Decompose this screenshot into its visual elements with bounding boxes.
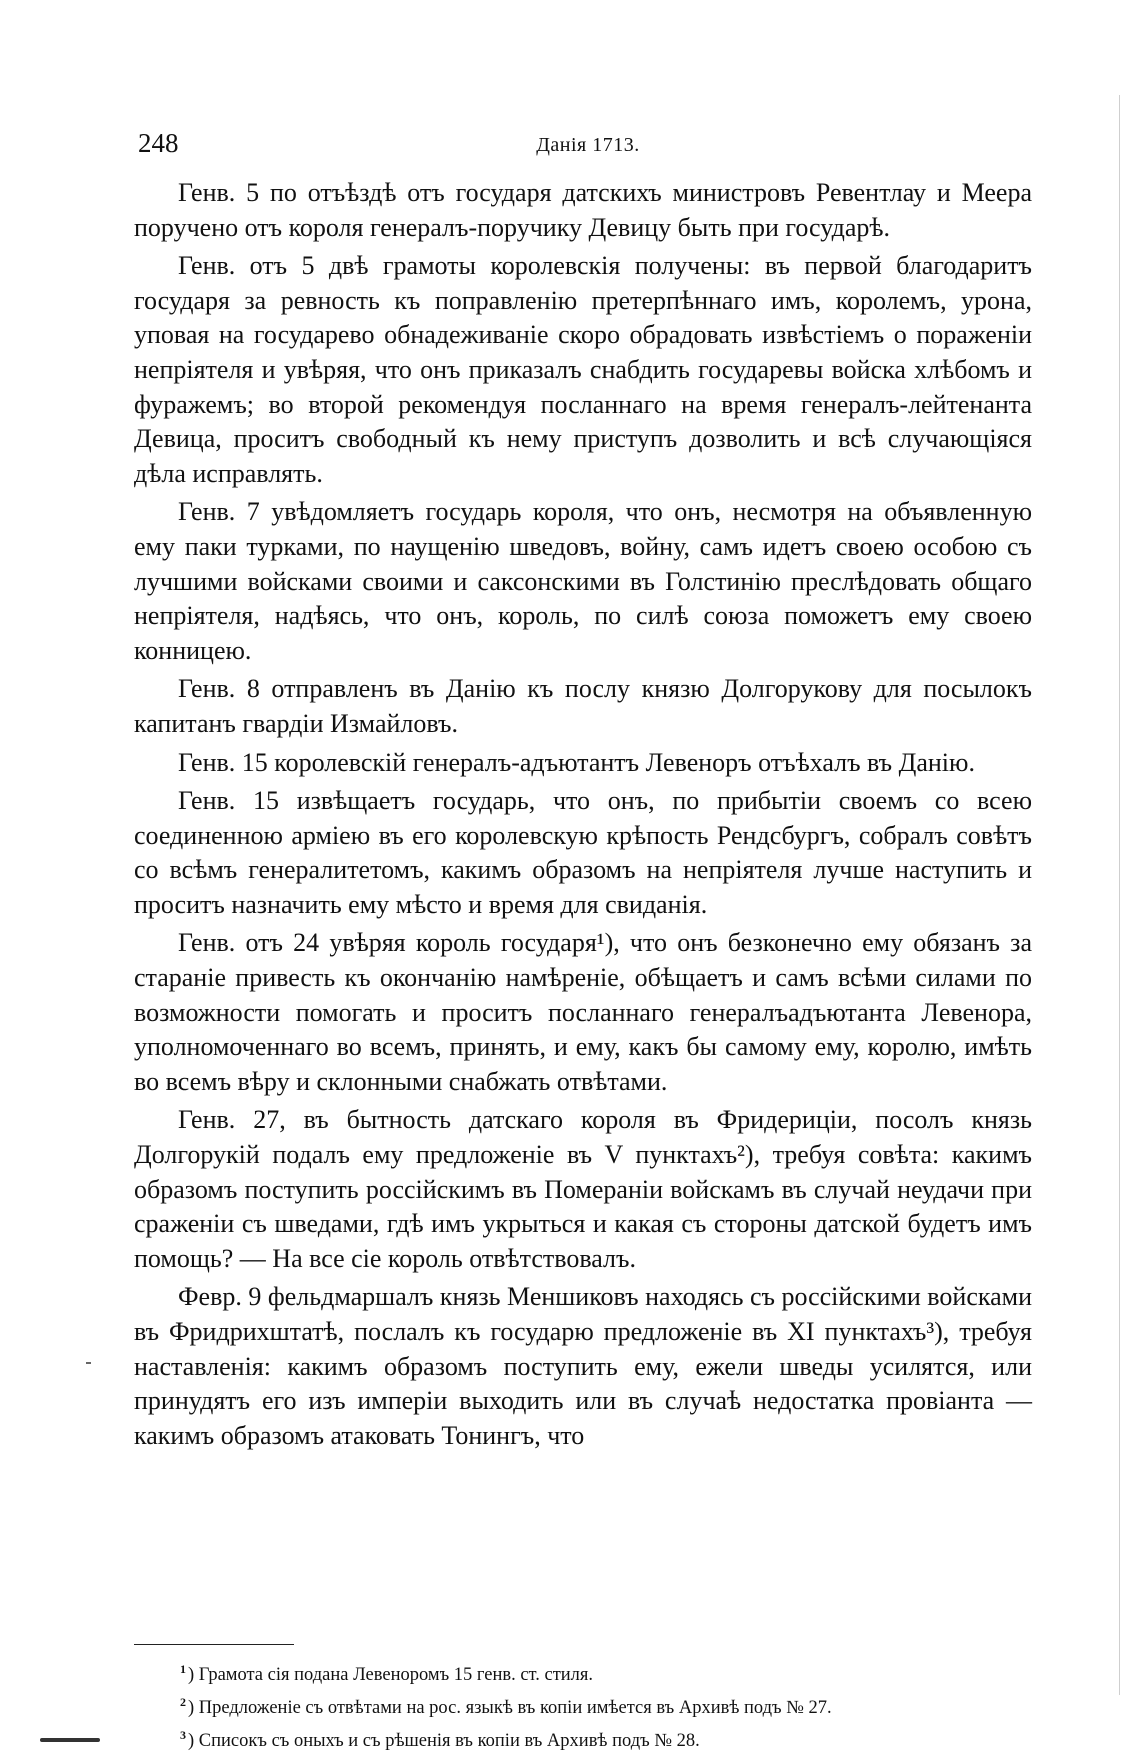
footnote-text: ) Предложеніе съ отвѣтами на рос. языкѣ въ копіи имѣется въ Архивѣ подъ № 27.: [188, 1698, 832, 1719]
scan-speck: [86, 1362, 91, 1364]
body-text: [134, 176, 1032, 1457]
paragraph: Генв. 7 увѣдомляетъ государь короля, что онъ, несмотря на объявленную ему паки турками, по наущенію шведовъ, войну, самъ идетъ своею особою съ лучшими войсками своими и саксонскими въ Голстинію преслѣдовать общаго непріятеля, надѣясь, что онъ, король, по силѣ союза поможетъ ему своею конницею.: [134, 497, 1032, 665]
footnote-mark: 2: [180, 1695, 186, 1710]
footnote-text: ) Грамота сія подана Левеноромъ 15 генв. ст. стиля.: [188, 1665, 594, 1686]
paragraph: Генв. 15 извѣщаетъ государь, что онъ, по прибытіи своемъ со всею соединенною арміею въ его королевскую крѣпость Рендсбургъ, собралъ совѣтъ со всѣмъ генералитетомъ, какимъ образомъ на непріятеля лучше наступить и проситъ назначить ему мѣсто и время для свиданія.: [134, 786, 1032, 919]
footnote: [180, 1722, 1040, 1755]
footnote-mark: 3: [180, 1728, 186, 1743]
footnotes: [180, 1656, 1040, 1755]
footnote: [180, 1689, 1040, 1722]
paragraph: Февр. 9 фельдмаршалъ князь Меншиковъ находясь съ россійскими войсками въ Фридрихштатѣ, послалъ къ государю предложеніе въ XI пунктахъ³), требуя наставленія: какимъ образомъ поступить ему, ежели шведы усилятся, или принудятъ его изъ имперіи выходить или въ случаѣ недостатка провіанта — какимъ образомъ атаковать Тонингъ, что: [134, 1282, 1032, 1450]
footnote-mark: 1: [180, 1662, 186, 1676]
paragraph: Генв. 15 королевскій генералъ-адъютантъ Левеноръ отъѣхалъ въ Данію.: [178, 747, 975, 777]
footnote-rule: [134, 1644, 294, 1645]
paragraph: Генв. 8 отправленъ въ Данію къ послу князю Долгорукову для посылокъ капитанъ гвардіи Измайловъ.: [134, 674, 1032, 738]
paragraph: Генв. отъ 5 двѣ грамоты королевскія получены: въ первой благодаритъ государя за ревность къ поправленію претерпѣннаго имъ, королемъ, урона, уповая на государево обнадеживаніе скоро обрадовать извѣстіемъ о пораженіи непріятеля и увѣряя, что онъ приказалъ снабдить государевы войска хлѣбомъ и фуражемъ; во второй рекомендуя посланнаго на время генералъ-лейтенанта Девица, проситъ свободный къ нему приступъ дозволить и всѣ случающіяся дѣла исправлять.: [134, 251, 1032, 488]
paragraph: Генв. отъ 24 увѣряя король государя¹), что онъ безконечно ему обязанъ за стараніе привесть къ окончанію намѣреніе, обѣщаетъ и самъ всѣми силами по возможности помогать и проситъ посланнаго генералъадъютанта Левенора, уполномоченнаго во всемъ, принять, и ему, какъ бы самому ему, королю, имѣть во всемъ вѣру и склонными снабжать отвѣтами.: [134, 928, 1032, 1096]
footnote-text: ) Списокъ съ оныхъ и съ рѣшенія въ копіи въ Архивѣ подъ № 28.: [188, 1731, 700, 1752]
footnote: [180, 1656, 1040, 1689]
running-title: Данія 1713.: [536, 134, 640, 156]
page-header: [138, 128, 1038, 168]
scan-smudge: [40, 1738, 100, 1742]
page-number: 248: [138, 128, 179, 158]
paragraph: Генв. 27, въ бытность датскаго короля въ Фридериціи, посолъ князь Долгорукій подалъ ему предложеніе въ V пунктахъ²), требуя совѣта: какимъ образомъ поступить россійскимъ въ Помераніи войскамъ въ случай неудачи при сраженіи съ шведами, гдѣ имъ укрыться и какая съ стороны датской будетъ имъ помощь? — На все сіе король отвѣтствовалъ.: [134, 1105, 1032, 1273]
scan-edge-line: [1119, 95, 1121, 1695]
paragraph: Генв. 5 по отъѣздѣ отъ государя датскихъ министровъ Ревентлау и Меера поручено отъ короля генералъ-поручику Девицу быть при государѣ.: [134, 178, 1032, 242]
